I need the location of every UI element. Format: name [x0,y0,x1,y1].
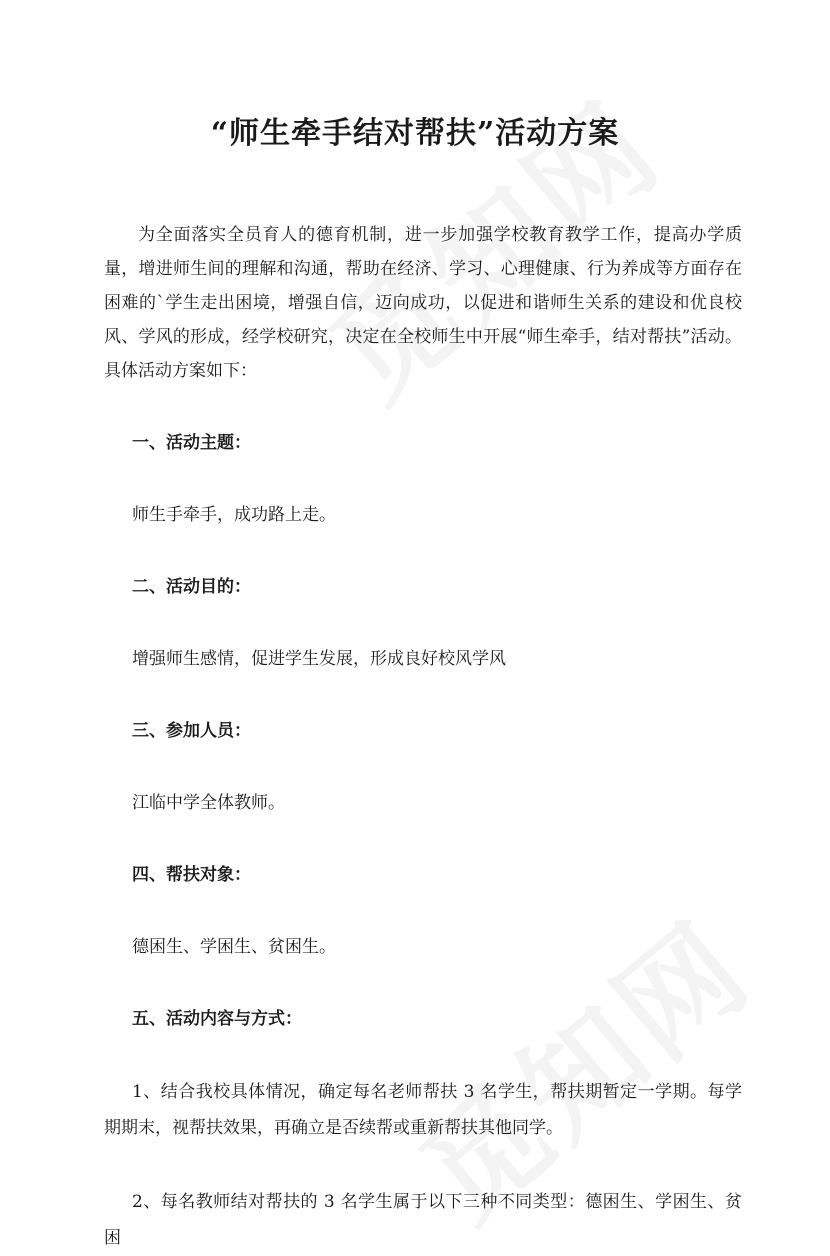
document-body [104,218,742,1256]
content-item-1: 1、结合我校具体情况，确定每名老师帮扶 3 名学生，帮扶期暂定一学期。每学期期末，视帮扶效果，再确立是否续帮或重新帮扶其他同学。 [104,1082,742,1138]
document-title: “师生牵手结对帮扶”活动方案 [210,116,620,151]
section-text-participants: 江临中学全体教师。 [132,793,285,813]
section-text-theme: 师生手牵手，成功路上走。 [132,505,336,525]
section-heading-participants: 三、参加人员： [132,721,251,741]
section-text-targets: 德困生、学困生、贫困生。 [132,937,336,957]
intro-paragraph: 为全面落实全员育人的德育机制，进一步加强学校教育教学工作，提高办学质量，增进师生间的理解和沟通，帮助在经济、学习、心理健康、行为养成等方面存在困难的`学生走出困境，增强自信，迈向成功，以促进和谐师生关系的建设和优良校风、学风的形成，经学校研究，决定在全校师生中开展“师生牵手，结对帮扶”活动。具体活动方案如下： [104,225,742,381]
section-text-purpose: 增强师生感情，促进学生发展，形成良好校风学风 [132,649,506,669]
section-heading-theme: 一、活动主题： [132,433,251,453]
section-heading-content: 五、活动内容与方式： [132,1009,302,1029]
content-item-2: 2、每名教师结对帮扶的 3 名学生属于以下三种不同类型：德困生、学困生、贫困 [104,1192,742,1248]
section-heading-targets: 四、帮扶对象： [132,865,251,885]
section-heading-purpose: 二、活动目的： [132,577,251,597]
